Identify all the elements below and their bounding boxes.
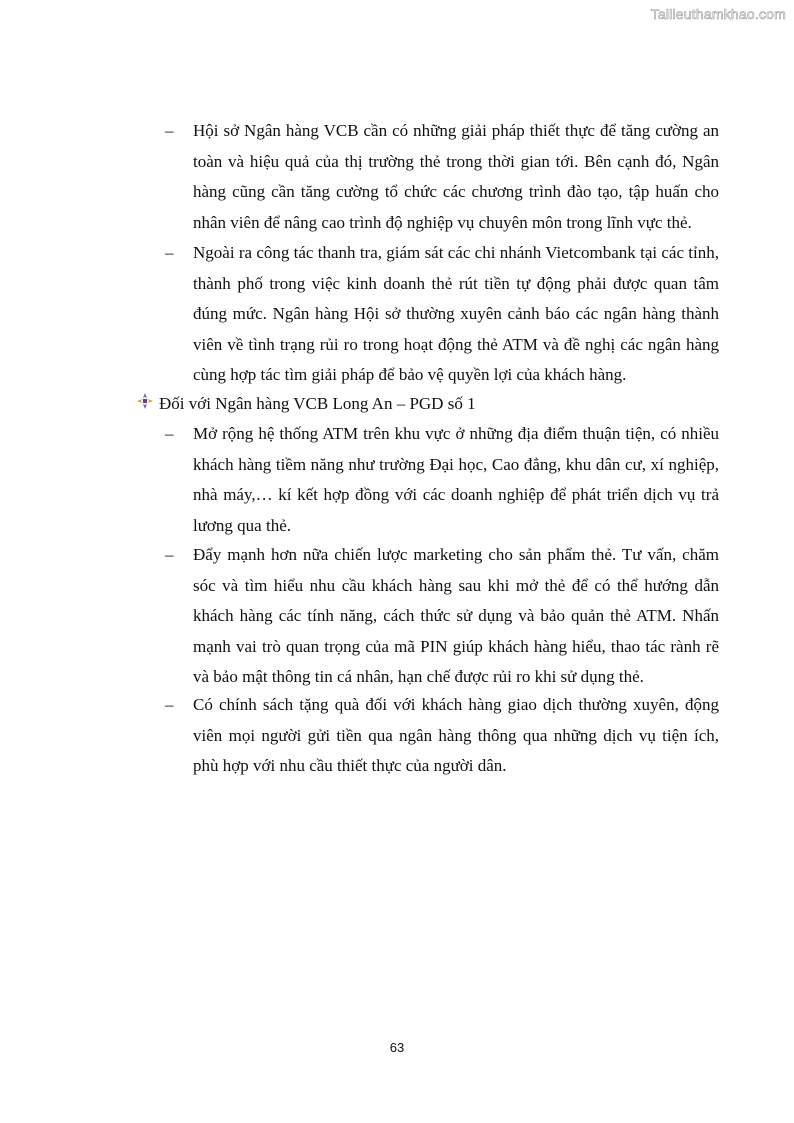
section-heading-text: Đối với Ngân hàng VCB Long An – PGD số 1: [159, 394, 476, 413]
dash-marker: –: [165, 243, 174, 262]
watermark: Tailieuthamkhao.com: [650, 6, 786, 22]
bullet-text: Có chính sách tặng quà đối với khách hàng giao dịch thường xuyên, động viên mọi người gửi tiền qua ngân hàng thông qua những dịch vụ tiện ích, phù hợp với nhu cầu thiết thực của người dân.: [193, 695, 719, 775]
bullet-text: Ngoài ra công tác thanh tra, giám sát các chi nhánh Vietcombank tại các tỉnh, thành phố trong việc kinh doanh thẻ rút tiền tự động phải được quan tâm đúng mức. Ngân hàng Hội sở thường xuyên cảnh báo các ngân hàng thành viên về tình trạng rủi ro trong hoạt động thẻ ATM và đề nghị các ngân hàng cùng hợp tác tìm giải pháp để bảo vệ quyền lợi của khách hàng.: [193, 243, 719, 384]
dash-marker: –: [165, 545, 174, 564]
bullet-item: [165, 419, 725, 541]
bullet-item: [165, 690, 725, 782]
dash-marker: –: [165, 121, 174, 140]
dash-marker: –: [165, 695, 174, 714]
bullet-text: Đẩy mạnh hơn nữa chiến lược marketing cho sản phẩm thẻ. Tư vấn, chăm sóc và tìm hiểu nhu cầu khách hàng sau khi mở thẻ để có thể hướng dẫn khách hàng các tính năng, cách thức sử dụng và bảo quản thẻ ATM. Nhấn mạnh vai trò quan trọng của mã PIN giúp khách hàng hiểu, thao tác rành rẽ và bảo mật thông tin cá nhân, hạn chế được rủi ro khi sử dụng thẻ.: [193, 545, 719, 686]
bullet-text: Mở rộng hệ thống ATM trên khu vực ở những địa điểm thuận tiện, có nhiều khách hàng tiềm năng như trường Đại học, Cao đẳng, khu dân cư, xí nghiệp, nhà máy,… kí kết hợp đồng với các doanh nghiệp để phát triển dịch vụ trả lương qua thẻ.: [193, 424, 719, 535]
bullet-text: Hội sở Ngân hàng VCB cần có những giải pháp thiết thực để tăng cường an toàn và hiệu quả của thị trường thẻ trong thời gian tới. Bên cạnh đó, Ngân hàng cũng cần tăng cường tổ chức các chương trình đào tạo, tập huấn cho nhân viên để nâng cao trình độ nghiệp vụ chuyên môn trong lĩnh vực thẻ.: [193, 121, 719, 232]
bullet-item: [165, 238, 725, 391]
page-number: 63: [389, 1040, 405, 1055]
bullet-item: [165, 116, 725, 238]
dash-marker: –: [165, 424, 174, 443]
section-heading: [137, 389, 737, 419]
bullet-item: [165, 540, 725, 693]
cross-arrow-bullet-icon: [137, 389, 153, 419]
